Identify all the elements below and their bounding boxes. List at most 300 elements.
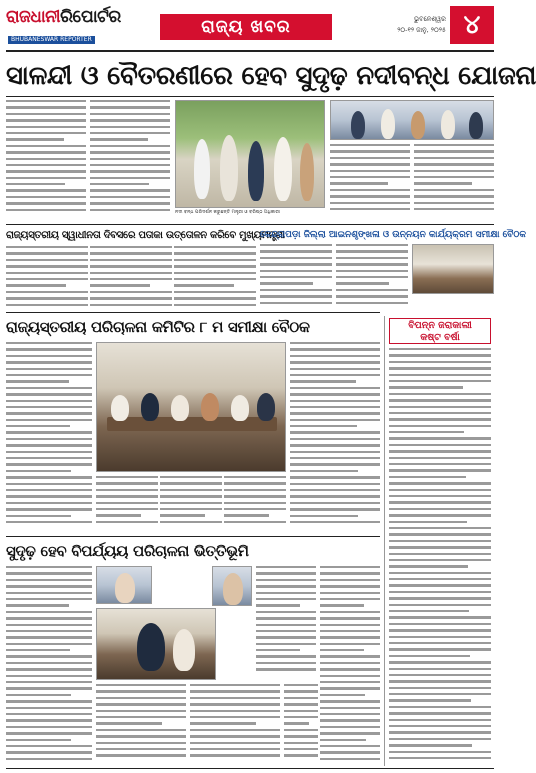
- story-five-headline[interactable]: ସୁଦୃଢ଼ ହେବ ବିପର୍ଯ୍ୟୟ ପରିଚାଳନା ଭିତ୍ତିଭୂମି: [6, 542, 249, 560]
- text-line: [6, 164, 86, 166]
- text-line: [320, 649, 364, 651]
- text-line: [320, 745, 380, 747]
- text-line: [6, 368, 92, 370]
- sidebar-title-line-2: କଷ୍ଟ ବର୍ଷା: [420, 332, 460, 343]
- text-line: [96, 722, 162, 724]
- text-line: [290, 457, 380, 459]
- text-line: [6, 126, 86, 128]
- story-three: [260, 228, 526, 310]
- section-rule: [6, 312, 380, 313]
- text-line: [290, 451, 380, 453]
- text-line: [330, 182, 388, 184]
- story-five-portrait-2[interactable]: [212, 566, 252, 606]
- text-line: [260, 257, 332, 259]
- text-line: [96, 514, 141, 516]
- text-line: [160, 495, 222, 497]
- text-line: [6, 348, 92, 350]
- text-line: [320, 611, 380, 613]
- text-line: [389, 597, 491, 599]
- text-line: [6, 342, 92, 344]
- secondary-photo[interactable]: [330, 100, 494, 140]
- text-line: [389, 374, 491, 376]
- sidebar-title[interactable]: [389, 318, 491, 344]
- text-line: [260, 263, 332, 265]
- text-line: [320, 662, 380, 664]
- text-line: [90, 291, 172, 293]
- text-line: [320, 636, 380, 638]
- text-line: [6, 624, 92, 626]
- text-line: [290, 476, 380, 478]
- text-line: [6, 132, 86, 134]
- text-line: [6, 585, 92, 587]
- text-line: [336, 282, 389, 284]
- story-five-portrait-1[interactable]: [96, 566, 152, 604]
- text-line: [6, 572, 92, 574]
- text-line: [389, 412, 491, 414]
- text-line: [320, 585, 380, 587]
- text-line: [160, 508, 222, 510]
- text-line: [330, 157, 410, 159]
- text-line: [260, 289, 332, 291]
- text-line: [6, 119, 86, 121]
- text-line: [389, 616, 491, 618]
- text-line: [290, 438, 380, 440]
- text-line: [190, 697, 280, 699]
- text-line: [320, 668, 380, 670]
- text-line: [330, 170, 410, 172]
- story-two-column-2: [90, 246, 172, 310]
- text-line: [389, 501, 491, 503]
- text-line: [6, 113, 86, 115]
- page-number: ୪: [450, 6, 494, 44]
- text-line: [389, 553, 491, 555]
- text-line: [174, 297, 256, 299]
- text-line: [6, 265, 88, 267]
- text-line: [290, 348, 380, 350]
- text-line: [256, 604, 300, 606]
- text-line: [290, 419, 380, 421]
- text-line: [6, 209, 86, 211]
- text-line: [320, 758, 380, 760]
- text-line: [414, 195, 494, 197]
- text-line: [290, 425, 357, 427]
- text-line: [174, 304, 256, 306]
- text-line: [389, 540, 491, 542]
- text-line: [90, 183, 149, 185]
- text-line: [190, 735, 280, 737]
- footer-rule: [6, 768, 494, 769]
- text-line: [389, 514, 491, 516]
- text-line: [160, 502, 222, 504]
- text-line: [336, 263, 408, 265]
- text-line: [190, 710, 280, 712]
- text-line: [6, 643, 92, 645]
- text-line: [260, 276, 332, 278]
- text-line: [320, 592, 380, 594]
- text-line: [160, 521, 222, 523]
- text-line: [389, 629, 491, 631]
- text-line: [256, 617, 316, 619]
- text-line: [174, 252, 256, 254]
- text-line: [290, 489, 380, 491]
- dateline-city: ଭୁବନେଶ୍ୱର: [414, 15, 446, 23]
- text-line: [6, 444, 92, 446]
- text-line: [96, 742, 186, 744]
- text-line: [320, 707, 380, 709]
- text-line: [190, 716, 280, 718]
- text-line: [174, 284, 234, 286]
- text-line: [190, 754, 280, 756]
- text-line: [6, 739, 71, 741]
- text-line: [336, 295, 408, 297]
- text-line: [6, 189, 86, 191]
- text-line: [6, 387, 92, 389]
- text-line: [389, 489, 491, 491]
- text-line: [90, 106, 170, 108]
- text-line: [330, 176, 410, 178]
- text-line: [330, 150, 410, 152]
- text-line: [90, 126, 170, 128]
- text-line: [389, 386, 463, 388]
- text-line: [389, 367, 491, 369]
- text-line: [6, 425, 70, 427]
- text-line: [6, 726, 92, 728]
- lead-column-1: [6, 100, 86, 220]
- text-line: [256, 579, 316, 581]
- text-line: [190, 729, 280, 731]
- photo-person: [173, 629, 195, 671]
- story-five-photo[interactable]: [96, 608, 216, 680]
- lead-column-2: [90, 100, 170, 220]
- text-line: [96, 710, 186, 712]
- photo-person: [171, 395, 189, 421]
- lead-photo-caption: ନଦୀ ବନ୍ଧ ପରିଦର୍ଶନ କରୁଛନ୍ତି ମନ୍ତ୍ରୀ ଓ ବରିଷ୍ଠ ଅଧିକାରୀ: [175, 210, 325, 222]
- text-line: [389, 642, 491, 644]
- text-line: [6, 412, 92, 414]
- text-line: [6, 304, 88, 306]
- section-rule: [6, 536, 380, 537]
- text-line: [389, 495, 491, 497]
- text-line: [320, 732, 380, 734]
- story-four-column-5: [290, 342, 380, 532]
- text-line: [6, 521, 92, 523]
- text-line: [290, 521, 380, 523]
- text-line: [389, 450, 491, 452]
- text-line: [320, 604, 364, 606]
- text-line: [290, 380, 356, 382]
- text-line: [6, 495, 92, 497]
- text-line: [96, 690, 186, 692]
- text-line: [284, 742, 318, 744]
- text-line: [96, 495, 158, 497]
- story-four-column-2: [96, 476, 158, 532]
- text-line: [256, 662, 316, 664]
- text-line: [190, 748, 280, 750]
- text-line: [6, 361, 92, 363]
- story-two-headline[interactable]: ରାଜ୍ୟସ୍ତରୀୟ ସ୍ୱାଧୀନତା ଦିବସରେ ପତାକା ଉତ୍ତୋଳନ କରିବେ ମୁଖ୍ୟମନ୍ତ୍ରୀ: [6, 230, 285, 241]
- photo-person: [274, 137, 292, 201]
- text-line: [389, 693, 491, 695]
- photo-person: [411, 111, 425, 139]
- text-line: [6, 158, 86, 160]
- text-line: [284, 690, 318, 692]
- text-line: [6, 707, 92, 709]
- text-line: [6, 502, 92, 504]
- text-line: [320, 719, 380, 721]
- text-line: [190, 742, 280, 744]
- masthead-rule: [6, 50, 494, 52]
- lead-photo[interactable]: [175, 100, 325, 208]
- text-line: [256, 636, 316, 638]
- text-line: [284, 684, 318, 686]
- text-line: [389, 348, 491, 350]
- text-line: [96, 521, 158, 523]
- text-line: [6, 617, 92, 619]
- text-line: [290, 393, 380, 395]
- text-line: [389, 751, 491, 753]
- text-line: [90, 272, 172, 274]
- text-line: [90, 113, 170, 115]
- text-line: [320, 655, 380, 657]
- text-line: [224, 514, 269, 516]
- text-line: [320, 624, 380, 626]
- text-line: [290, 374, 380, 376]
- text-line: [284, 729, 318, 731]
- text-line: [290, 342, 380, 344]
- text-line: [330, 189, 410, 191]
- text-line: [389, 399, 491, 401]
- text-line: [256, 649, 300, 651]
- text-line: [320, 579, 380, 581]
- text-line: [320, 726, 380, 728]
- text-line: [389, 565, 468, 567]
- text-line: [96, 489, 158, 491]
- text-line: [389, 521, 467, 523]
- text-line: [6, 183, 65, 185]
- text-line: [389, 757, 491, 759]
- text-line: [320, 566, 380, 568]
- story-two-column-1: [6, 246, 88, 310]
- text-line: [6, 100, 86, 102]
- text-line: [6, 170, 86, 172]
- text-line: [90, 170, 170, 172]
- dateline-date: ୨୦-୧୨ ଜାନୁ, ୨୦୨୫: [397, 26, 446, 34]
- newspaper-logo[interactable]: [6, 7, 121, 44]
- text-line: [6, 592, 92, 594]
- text-line: [256, 630, 316, 632]
- text-line: [389, 508, 491, 510]
- text-line: [190, 722, 256, 724]
- story-four-column-1: [6, 342, 92, 532]
- text-line: [6, 630, 92, 632]
- text-line: [414, 182, 472, 184]
- text-line: [6, 611, 92, 613]
- text-line: [336, 257, 408, 259]
- text-line: [260, 302, 332, 304]
- text-line: [6, 393, 92, 395]
- text-line: [389, 712, 491, 714]
- story-four-headline[interactable]: ରାଜ୍ୟସ୍ତରୀୟ ପରିଚାଳନା କମିଟିର ୮ ମ ସମୀକ୍ଷା ବୈଠକ: [6, 318, 310, 336]
- text-line: [6, 470, 71, 472]
- text-line: [90, 259, 172, 261]
- text-line: [256, 611, 316, 613]
- lead-headline[interactable]: ସାଳନ୍ଦୀ ଓ ବୈତରଣୀରେ ହେବ ସୁଦୃଢ଼ ନଦୀବନ୍ଧ ଯୋଜନା: [6, 61, 536, 91]
- sidebar-title-line-1: ବିପନ୍ନ ଜରାକାଲୀ: [408, 320, 472, 331]
- photo-person: [137, 623, 165, 671]
- text-line: [389, 725, 491, 727]
- story-three-photo[interactable]: [412, 244, 494, 294]
- text-line: [96, 729, 186, 731]
- text-line: [224, 508, 286, 510]
- text-line: [6, 138, 64, 140]
- text-line: [6, 297, 88, 299]
- text-line: [336, 250, 408, 252]
- text-line: [6, 489, 92, 491]
- text-line: [96, 684, 186, 686]
- text-line: [389, 533, 491, 535]
- text-line: [256, 592, 316, 594]
- masthead: [0, 0, 500, 48]
- text-line: [6, 355, 92, 357]
- text-line: [174, 291, 256, 293]
- text-line: [290, 470, 358, 472]
- text-line: [6, 419, 92, 421]
- sidebar-column: [384, 316, 494, 766]
- text-line: [284, 735, 318, 737]
- text-line: [6, 700, 92, 702]
- text-line: [90, 164, 170, 166]
- text-line: [290, 444, 380, 446]
- text-line: [174, 265, 256, 267]
- logo-wordmark: ରାଜଧାନୀରିପୋର୍ଟର: [6, 7, 121, 27]
- text-line: [6, 106, 86, 108]
- text-line: [414, 163, 494, 165]
- text-line: [6, 655, 92, 657]
- text-line: [6, 259, 88, 261]
- text-line: [389, 623, 491, 625]
- text-line: [90, 132, 170, 134]
- text-line: [389, 431, 464, 433]
- text-line: [336, 302, 408, 304]
- text-line: [389, 731, 491, 733]
- text-line: [389, 354, 491, 356]
- conference-table: [107, 417, 277, 431]
- text-line: [6, 636, 92, 638]
- text-line: [224, 495, 286, 497]
- text-line: [160, 489, 222, 491]
- text-line: [90, 145, 170, 147]
- portrait-person: [223, 573, 243, 605]
- text-line: [389, 380, 491, 382]
- text-line: [6, 579, 92, 581]
- text-line: [260, 250, 332, 252]
- text-line: [389, 661, 491, 663]
- story-five-column-4: [256, 566, 316, 680]
- text-line: [336, 270, 408, 272]
- text-line: [6, 483, 92, 485]
- text-line: [6, 380, 69, 382]
- text-line: [6, 668, 92, 670]
- text-line: [414, 202, 494, 204]
- photo-person: [381, 109, 395, 139]
- text-line: [260, 244, 332, 246]
- text-line: [330, 144, 410, 146]
- text-line: [96, 754, 186, 756]
- text-line: [320, 713, 380, 715]
- text-line: [389, 674, 491, 676]
- text-line: [389, 546, 491, 548]
- text-line: [389, 655, 470, 657]
- text-line: [256, 643, 316, 645]
- story-three-headline[interactable]: କେନ୍ଦ୍ରାପଡ଼ା ଜିଲ୍ଲା ଆଇନଶୃଙ୍ଖଳା ଓ ଉନ୍ନୟନ କାର୍ଯ୍ୟକ୍ରମ ସମୀକ୍ଷା ବୈଠକ: [260, 230, 526, 240]
- text-line: [414, 150, 494, 152]
- text-line: [90, 304, 172, 306]
- text-line: [90, 138, 148, 140]
- text-line: [6, 252, 88, 254]
- text-line: [174, 246, 256, 248]
- dateline: [336, 14, 446, 36]
- text-line: [320, 675, 380, 677]
- text-line: [6, 406, 92, 408]
- text-line: [6, 177, 86, 179]
- text-line: [6, 662, 92, 664]
- text-line: [96, 508, 158, 510]
- text-line: [290, 515, 358, 517]
- text-line: [389, 457, 491, 459]
- text-line: [260, 295, 332, 297]
- text-line: [96, 482, 158, 484]
- logo-tagline: BHUBANESWAR REPORTER: [8, 36, 95, 44]
- story-four-photo[interactable]: [96, 342, 286, 472]
- text-line: [389, 706, 491, 708]
- story-five-column-1: [6, 566, 92, 766]
- text-line: [389, 418, 491, 420]
- text-line: [224, 489, 286, 491]
- text-line: [174, 278, 256, 280]
- text-line: [90, 284, 150, 286]
- text-line: [336, 244, 408, 246]
- photo-person: [194, 139, 210, 199]
- text-line: [256, 566, 316, 568]
- text-line: [190, 684, 280, 686]
- text-line: [389, 463, 491, 465]
- text-line: [290, 502, 380, 504]
- text-line: [6, 598, 92, 600]
- text-line: [414, 144, 494, 146]
- text-line: [96, 703, 186, 705]
- story-two-column-3: [174, 246, 256, 310]
- text-line: [389, 527, 491, 529]
- text-line: [6, 202, 86, 204]
- text-line: [160, 482, 222, 484]
- text-line: [389, 572, 491, 574]
- photo-person: [469, 112, 483, 139]
- text-line: [389, 361, 491, 363]
- text-line: [96, 502, 158, 504]
- text-line: [224, 502, 286, 504]
- text-line: [389, 719, 491, 721]
- text-line: [6, 374, 92, 376]
- text-line: [290, 412, 380, 414]
- text-line: [290, 361, 380, 363]
- text-line: [224, 476, 286, 478]
- text-line: [96, 697, 186, 699]
- text-line: [6, 431, 92, 433]
- text-line: [90, 252, 172, 254]
- photo-person: [141, 393, 159, 421]
- text-line: [174, 272, 256, 274]
- text-line: [290, 508, 380, 510]
